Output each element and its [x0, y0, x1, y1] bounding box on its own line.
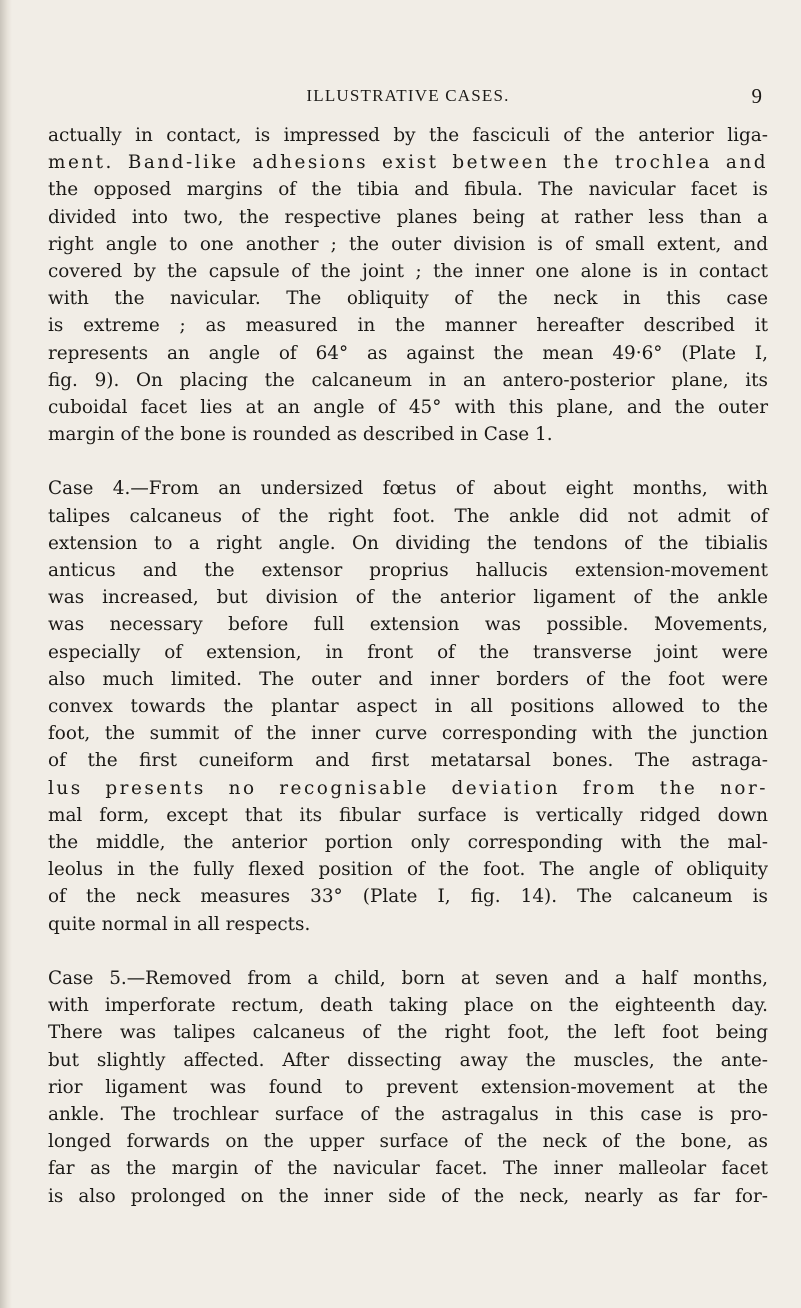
text-line: ment. Band-like adhesions exist between the trochlea and — [48, 152, 768, 174]
text-line: with imperforate rectum, death taking place on the eighteenth day. — [48, 995, 768, 1017]
text-line: the middle, the anterior portion only corresponding with the mal- — [48, 832, 768, 854]
page-number: 9 — [751, 84, 762, 108]
text-line: foot, the summit of the inner curve corresponding with the junction — [48, 723, 768, 745]
text-line: leolus in the fully flexed position of the foot. The angle of obliquity — [48, 859, 768, 881]
text-line: talipes calcaneus of the right foot. The ankle did not admit of — [48, 505, 768, 527]
text-line: of the first cuneiform and first metatarsal bones. The astraga- — [48, 750, 768, 772]
text-line: anticus and the extensor proprius hallucis extension-movement — [48, 560, 768, 582]
running-head — [48, 86, 768, 122]
text-line: Case 4.—From an undersized fœtus of about eight months, with — [48, 478, 768, 500]
text-line: with the navicular. The obliquity of the neck in this case — [48, 288, 768, 310]
text-line: actually in contact, is impressed by the fasciculi of the anterior liga- — [48, 125, 768, 146]
page-gutter-shadow — [0, 0, 12, 1308]
text-line: lus presents no recognisable deviation from the nor- — [48, 777, 768, 799]
text-line: the opposed margins of the tibia and fibula. The navicular facet is — [48, 179, 768, 201]
text-line: ankle. The trochlear surface of the astragalus in this case is pro- — [48, 1103, 768, 1125]
text-line: but slightly affected. After dissecting away the muscles, the ante- — [48, 1049, 768, 1071]
text-line: represents an angle of 64° as against the mean 49·6° (Plate I, — [48, 342, 768, 364]
book-page — [48, 86, 768, 1210]
text-line: rior ligament was found to prevent extension-movement at the — [48, 1076, 768, 1098]
text-line: covered by the capsule of the joint ; the inner one alone is in contact — [48, 261, 768, 283]
text-line: is also prolonged on the inner side of the neck, nearly as far for- — [48, 1185, 768, 1207]
text-line: is extreme ; as measured in the manner hereafter described it — [48, 315, 768, 337]
text-line: was necessary before full extension was possible. Movements, — [48, 614, 768, 636]
text-line: also much limited. The outer and inner borders of the foot were — [48, 668, 768, 690]
text-line: margin of the bone is rounded as described in Case 1. — [48, 424, 553, 446]
text-line: especially of extension, in front of the transverse joint were — [48, 641, 768, 663]
text-line: Case 5.—Removed from a child, born at seven and a half months, — [48, 967, 768, 989]
text-line: longed forwards on the upper surface of the neck of the bone, as — [48, 1131, 768, 1153]
text-line: divided into two, the respective planes being at rather less than a — [48, 206, 768, 228]
paragraph-1 — [48, 122, 768, 448]
text-line: far as the margin of the navicular facet. The inner malleolar facet — [48, 1158, 768, 1180]
text-line: of the neck measures 33° (Plate I, fig. 14). The calcaneum is — [48, 886, 768, 908]
paragraph-case-5 — [48, 965, 768, 1210]
paragraph-spacer — [48, 448, 768, 475]
running-title: ILLUSTRATIVE CASES. — [306, 86, 510, 105]
text-line: right angle to one another ; the outer division is of small extent, and — [48, 233, 768, 255]
text-line: extension to a right angle. On dividing the tendons of the tibialis — [48, 532, 768, 554]
body-text — [48, 122, 768, 1210]
paragraph-case-4 — [48, 475, 768, 937]
paragraph-spacer — [48, 938, 768, 965]
text-line: fig. 9). On placing the calcaneum in an antero-posterior plane, its — [48, 369, 768, 391]
text-line: convex towards the plantar aspect in all positions allowed to the — [48, 696, 768, 718]
text-line: was increased, but division of the anterior ligament of the ankle — [48, 587, 768, 609]
text-line: There was talipes calcaneus of the right foot, the left foot being — [48, 1022, 768, 1044]
text-line: cuboidal facet lies at an angle of 45° with this plane, and the outer — [48, 397, 768, 419]
text-line: mal form, except that its fibular surface is vertically ridged down — [48, 804, 768, 826]
text-line: quite normal in all respects. — [48, 913, 311, 935]
